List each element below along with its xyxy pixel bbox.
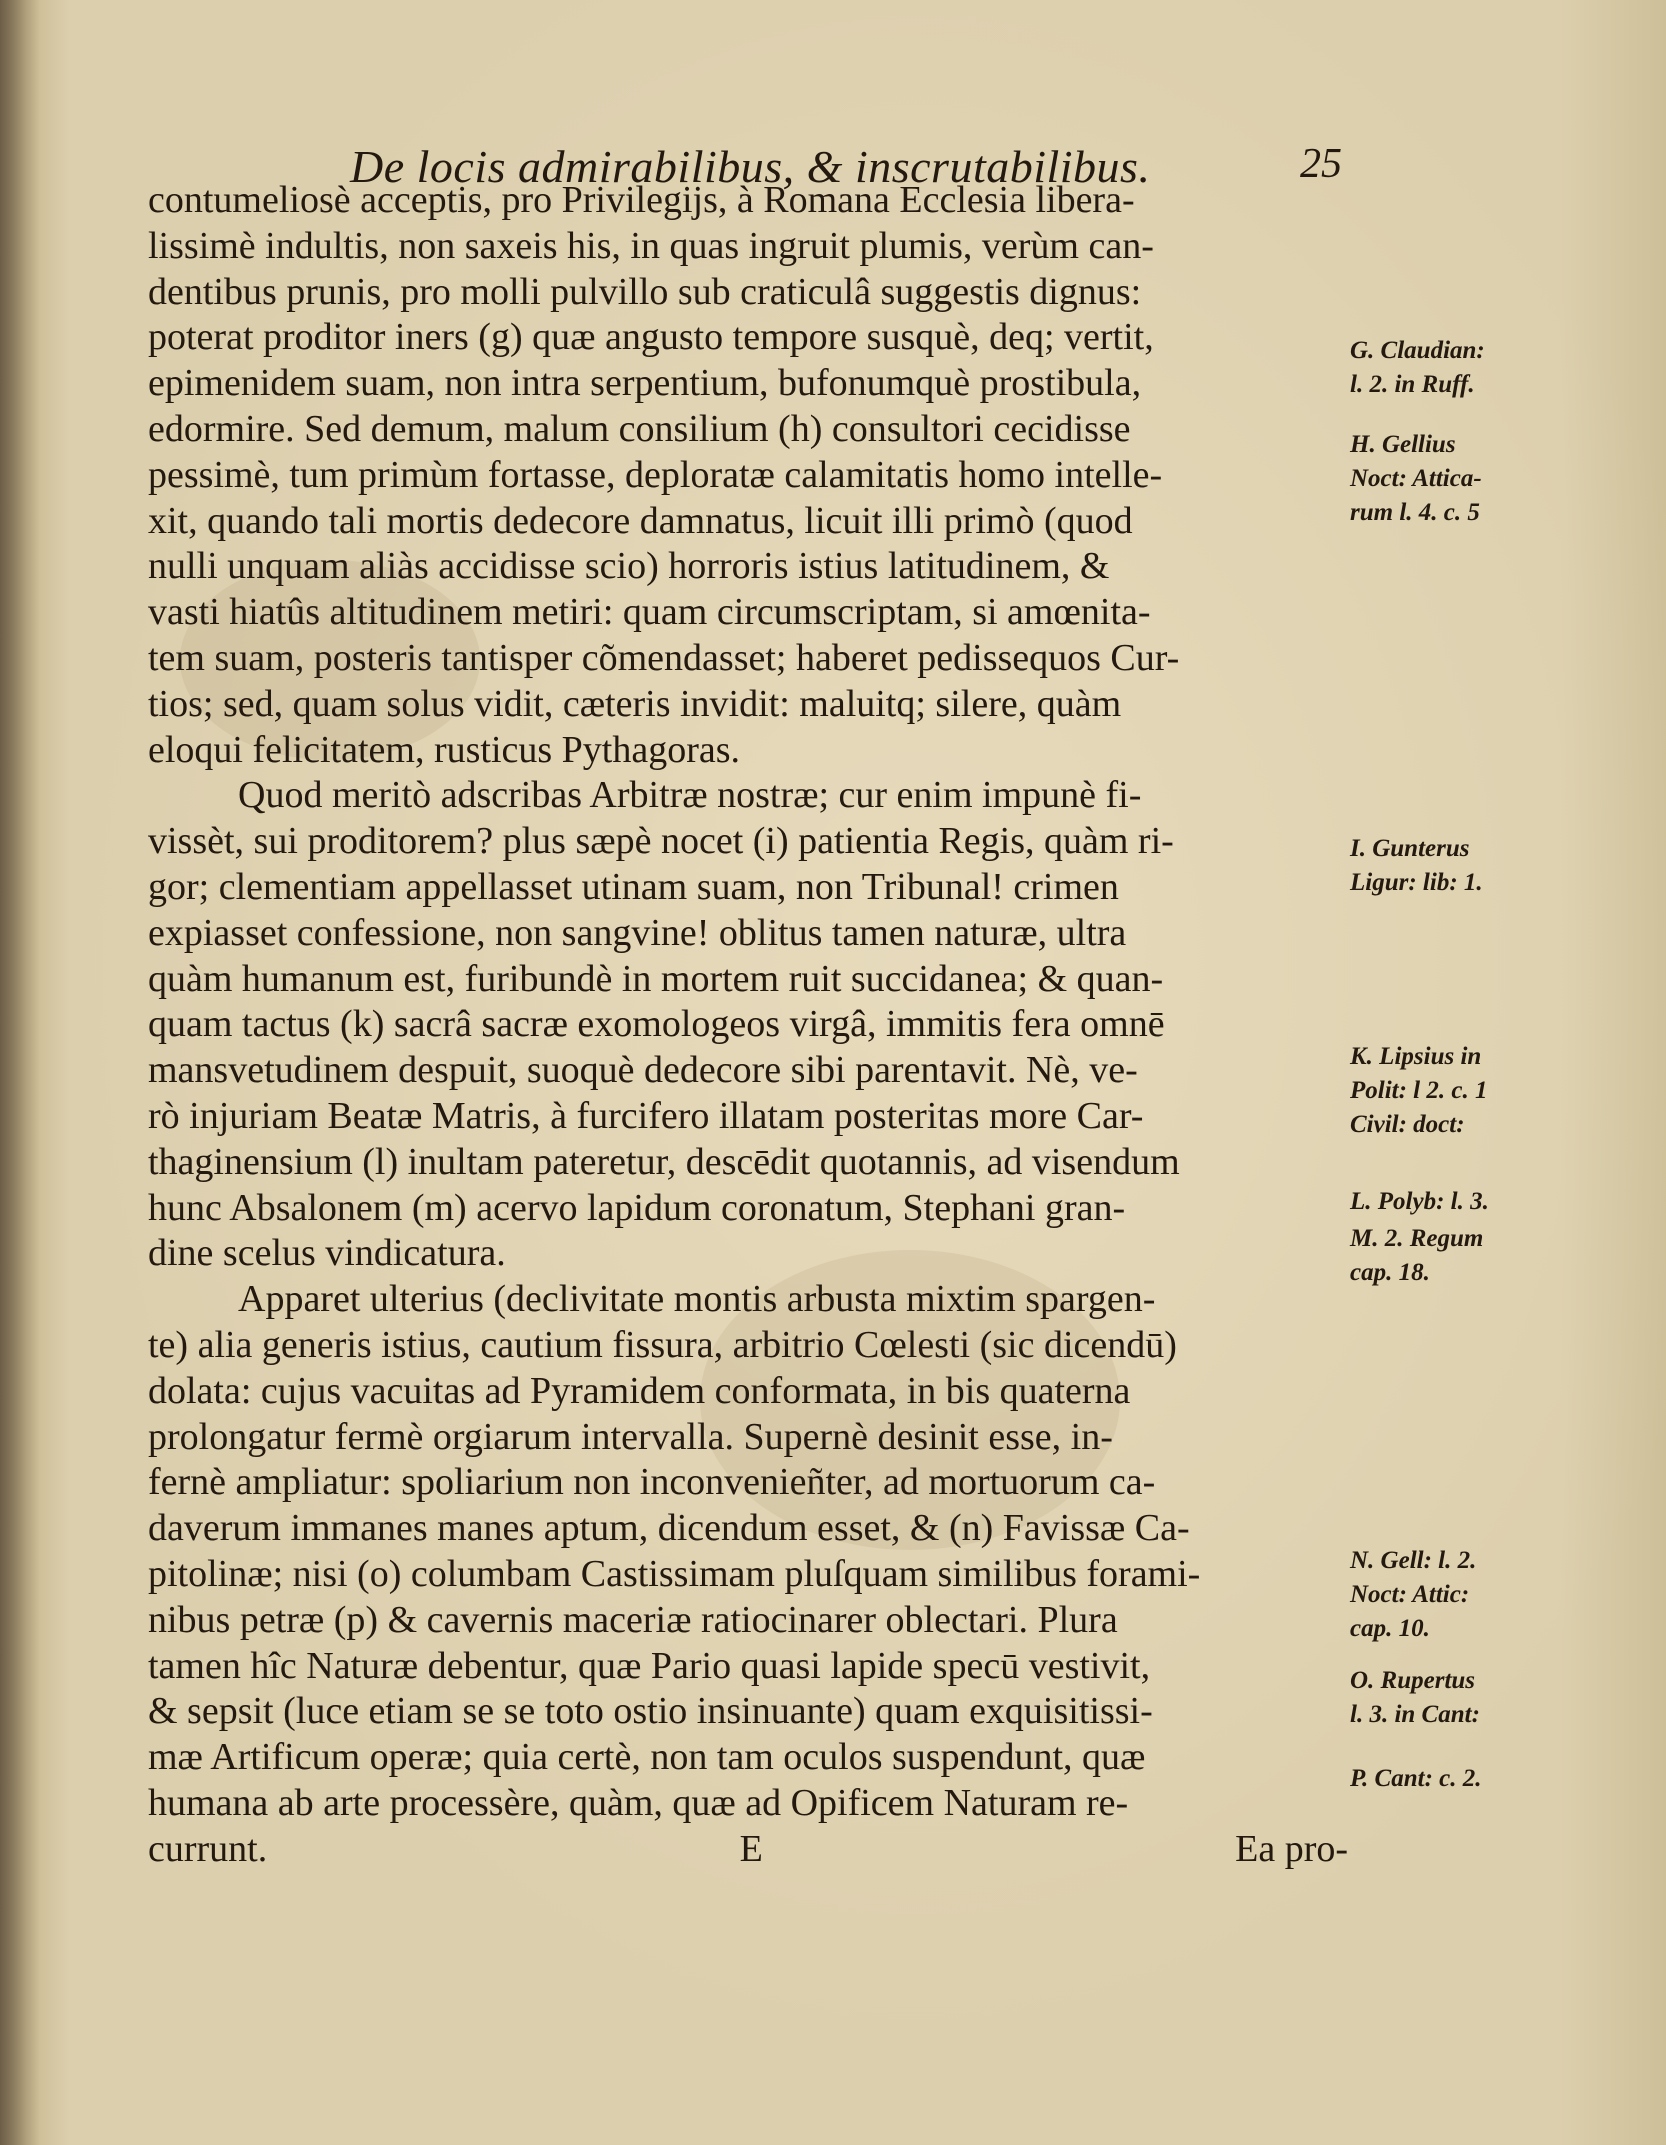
note-line: cap. 10.: [1350, 1615, 1430, 1642]
page-number: 25: [1300, 141, 1342, 187]
note-line: Civil: doct:: [1350, 1111, 1465, 1138]
text-line: currunt.: [148, 1827, 268, 1870]
text-line: edormire. Sed demum, malum consilium (h) consultori cecidisse: [148, 407, 1131, 450]
note-line: H. Gellius: [1350, 431, 1456, 458]
catchword: Ea pro-: [1235, 1827, 1348, 1870]
text-line: hunc Absalonem (m) acervo lapidum coronatum, Stephani gran-: [148, 1186, 1126, 1229]
text-line: vasti hiatûs altitudinem metiri: quam circumscriptam, si amœnita-: [148, 591, 1151, 634]
text-line: epimenidem suam, non intra serpentium, bufonumquè prostibula,: [148, 362, 1142, 405]
note-line: Polit: l 2. c. 1: [1350, 1077, 1488, 1104]
note-line: Ligur: lib: 1.: [1350, 869, 1483, 896]
text-line: thaginensium (l) inultam pateretur, descēdit quotannis, ad visendum: [148, 1140, 1180, 1183]
note-line: l. 2. in Ruff.: [1350, 371, 1475, 398]
running-head: De locis admirabilibus, & inscrutabilibus.: [350, 141, 1151, 192]
text-line: daverum immanes manes aptum, dicendum esset, & (n) Favissæ Ca-: [148, 1507, 1190, 1550]
note-line: l. 3. in Cant:: [1350, 1701, 1480, 1728]
text-line: humana ab arte processère, quàm, quæ ad Opificem Naturam re-: [148, 1781, 1129, 1824]
note-line: L. Polyb: l. 3.: [1350, 1188, 1489, 1215]
text-line: pessimè, tum primùm fortasse, deploratæ calamitatis homo intelle-: [148, 453, 1163, 496]
text-line: vissèt, sui proditorem? plus sæpè nocet (i) patientia Regis, quàm ri-: [148, 820, 1174, 863]
text-line: dentibus prunis, pro molli pulvillo sub craticulâ suggestis dignus:: [148, 270, 1142, 313]
text-line: mæ Artificum operæ; quia certè, non tam oculos suspendunt, quæ: [148, 1736, 1146, 1779]
note-line: P. Cant: c. 2.: [1350, 1765, 1482, 1792]
text-line: nibus petræ (p) & cavernis maceriæ ratiocinarer oblectari. Plura: [148, 1598, 1118, 1641]
text-line: eloqui felicitatem, rusticus Pythagoras.: [148, 728, 741, 771]
text-line: fernè ampliatur: spoliarium non inconvenieñter, ad mortuorum ca-: [148, 1461, 1156, 1504]
text-line: prolongatur fermè orgiarum intervalla. Supernè desinit esse, in-: [148, 1415, 1113, 1458]
text-line: poterat proditor iners (g) quæ angusto tempore susquè, deq; vertit,: [148, 316, 1154, 359]
text-line: & sepsit (luce etiam se se toto ostio insinuante) quam exquisitissi-: [148, 1690, 1153, 1733]
text-line: xit, quando tali mortis dedecore damnatus, licuit illi primò (quod: [148, 499, 1133, 542]
text-line: expiasset confessione, non sangvine! oblitus tamen naturæ, ultra: [148, 911, 1127, 954]
note-line: rum l. 4. c. 5: [1350, 499, 1480, 526]
text-line: Apparet ulterius (declivitate montis arbusta mixtim spargen-: [238, 1278, 1156, 1321]
gutter-shadow: [0, 0, 40, 2145]
body-text: [148, 178, 1348, 1872]
text-line: tem suam, posteris tantisper cõmendasset; haberet pedissequos Cur-: [148, 636, 1180, 679]
signature-mark: E: [739, 1827, 763, 1870]
margin-note: [1350, 428, 1650, 530]
text-line: rò injuriam Beatæ Matris, à furcifero illatam posteritas more Car-: [148, 1094, 1144, 1137]
text-line: tios; sed, quam solus vidit, cæteris invidit: maluitq; silere, quàm: [148, 682, 1122, 725]
text-line: nulli unquam aliàs accidisse scio) horroris istius latitudinem, &: [148, 545, 1110, 588]
text-line: tamen hîc Naturæ debentur, quæ Pario quasi lapide specū vestivit,: [148, 1644, 1151, 1687]
text-line: lissimè indultis, non saxeis his, in quas ingruit plumis, verùm can-: [148, 224, 1154, 267]
note-line: Noct: Attica-: [1350, 465, 1482, 492]
text-line: quam tactus (k) sacrâ sacræ exomologeos virgâ, immitis fera omnē: [148, 1003, 1165, 1046]
note-line: N. Gell: l. 2.: [1350, 1547, 1477, 1574]
text-line: contumeliosè acceptis, pro Privilegijs, à Romana Ecclesia libera-: [148, 179, 1135, 221]
margin-note: [1350, 1222, 1650, 1290]
margin-note: [1350, 1762, 1650, 1796]
margin-note: [1350, 1040, 1650, 1142]
note-line: Noct: Attic:: [1350, 1581, 1470, 1608]
margin-note: [1350, 1185, 1650, 1219]
note-line: cap. 18.: [1350, 1259, 1430, 1286]
note-line: G. Claudian:: [1350, 337, 1485, 364]
final-line: [148, 1827, 1348, 1873]
text-line: mansvetudinem despuit, suoquè dedecore sibi parentavit. Nè, ve-: [148, 1049, 1138, 1092]
note-line: M. 2. Regum: [1350, 1225, 1484, 1252]
text-line: pitolinæ; nisi (o) columbam Castissimam pluſquam similibus forami-: [148, 1552, 1201, 1595]
margin-note: [1350, 832, 1650, 900]
margin-note: [1350, 334, 1650, 402]
margin-note: [1350, 1664, 1650, 1732]
text-line: dolata: cujus vacuitas ad Pyramidem conformata, in bis quaterna: [148, 1369, 1131, 1412]
text-line: Quod meritò adscribas Arbitræ nostræ; cur enim impunè fi-: [238, 774, 1142, 817]
text-line: gor; clementiam appellasset utinam suam, non Tribunal! crimen: [148, 865, 1119, 908]
note-line: I. Gunterus: [1350, 835, 1470, 862]
note-line: K. Lipsius in: [1350, 1043, 1482, 1070]
margin-note: [1350, 1544, 1650, 1646]
text-line: dine scelus vindicatura.: [148, 1232, 506, 1275]
text-line: quàm humanum est, furibundè in mortem ruit succidanea; & quan-: [148, 957, 1164, 1000]
note-line: O. Rupertus: [1350, 1667, 1476, 1694]
text-line: te) alia generis istius, cautium fissura, arbitrio Cœlesti (sic dicendū): [148, 1323, 1177, 1366]
